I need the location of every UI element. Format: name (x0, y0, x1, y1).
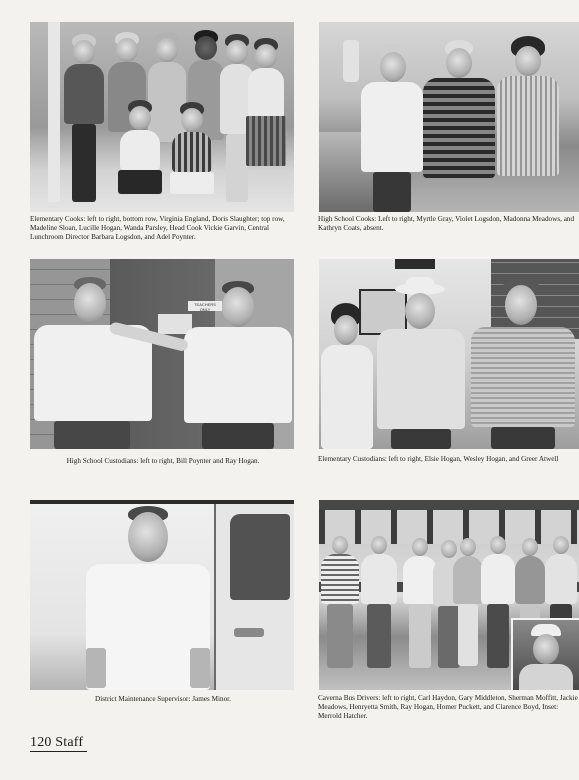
page-folio: 120 Staff (30, 735, 87, 752)
caption-high-school-cooks: High School Cooks: Left to right, Myrtle Gray, Violet Logsdon, Madonna Meadows, and Kathryn Coats, absent. (318, 215, 575, 233)
caption-elementary-custodians: Elementary Custodians: left to right, Elsie Hogan, Wesley Hogan, and Greer Atwell (318, 455, 559, 463)
photo-high-school-cooks (319, 22, 579, 212)
photo-high-school-custodians (30, 259, 294, 449)
inset-photo (511, 618, 579, 690)
caption-maintenance-supervisor: District Maintenance Supervisor: James Minor. (95, 695, 231, 703)
photo-maintenance-supervisor (30, 500, 294, 690)
photo-elementary-custodians (319, 259, 579, 449)
caption-elementary-cooks: Elementary Cooks: left to right, bottom row, Virginia England, Doris Slaughter; top row, Madeline Sloan, Lucille Hogan, Wanda Parsley, Head Cook Vickie Garvin, Central Lunchroom Director Barbara Logsdon, and Adel Poynter. (30, 215, 285, 242)
caption-bus-drivers: Caverna Bus Drivers: left to right, Carl Haydon, Gary Middleton, Sherman Moffitt, Jackie Meadows, Henryetta Smith, Ray Hogan, Homer Puckett, and Clarence Boyd, Inset: Merrold Hatcher. (318, 694, 578, 721)
photo-bus-drivers (319, 500, 579, 690)
photo-elementary-cooks (30, 22, 294, 212)
sign-teachers-only: TEACHERS ONLY (194, 302, 216, 312)
caption-high-school-custodians: High School Custodians: left to right, Bill Poynter and Ray Hogan. (66, 457, 260, 465)
